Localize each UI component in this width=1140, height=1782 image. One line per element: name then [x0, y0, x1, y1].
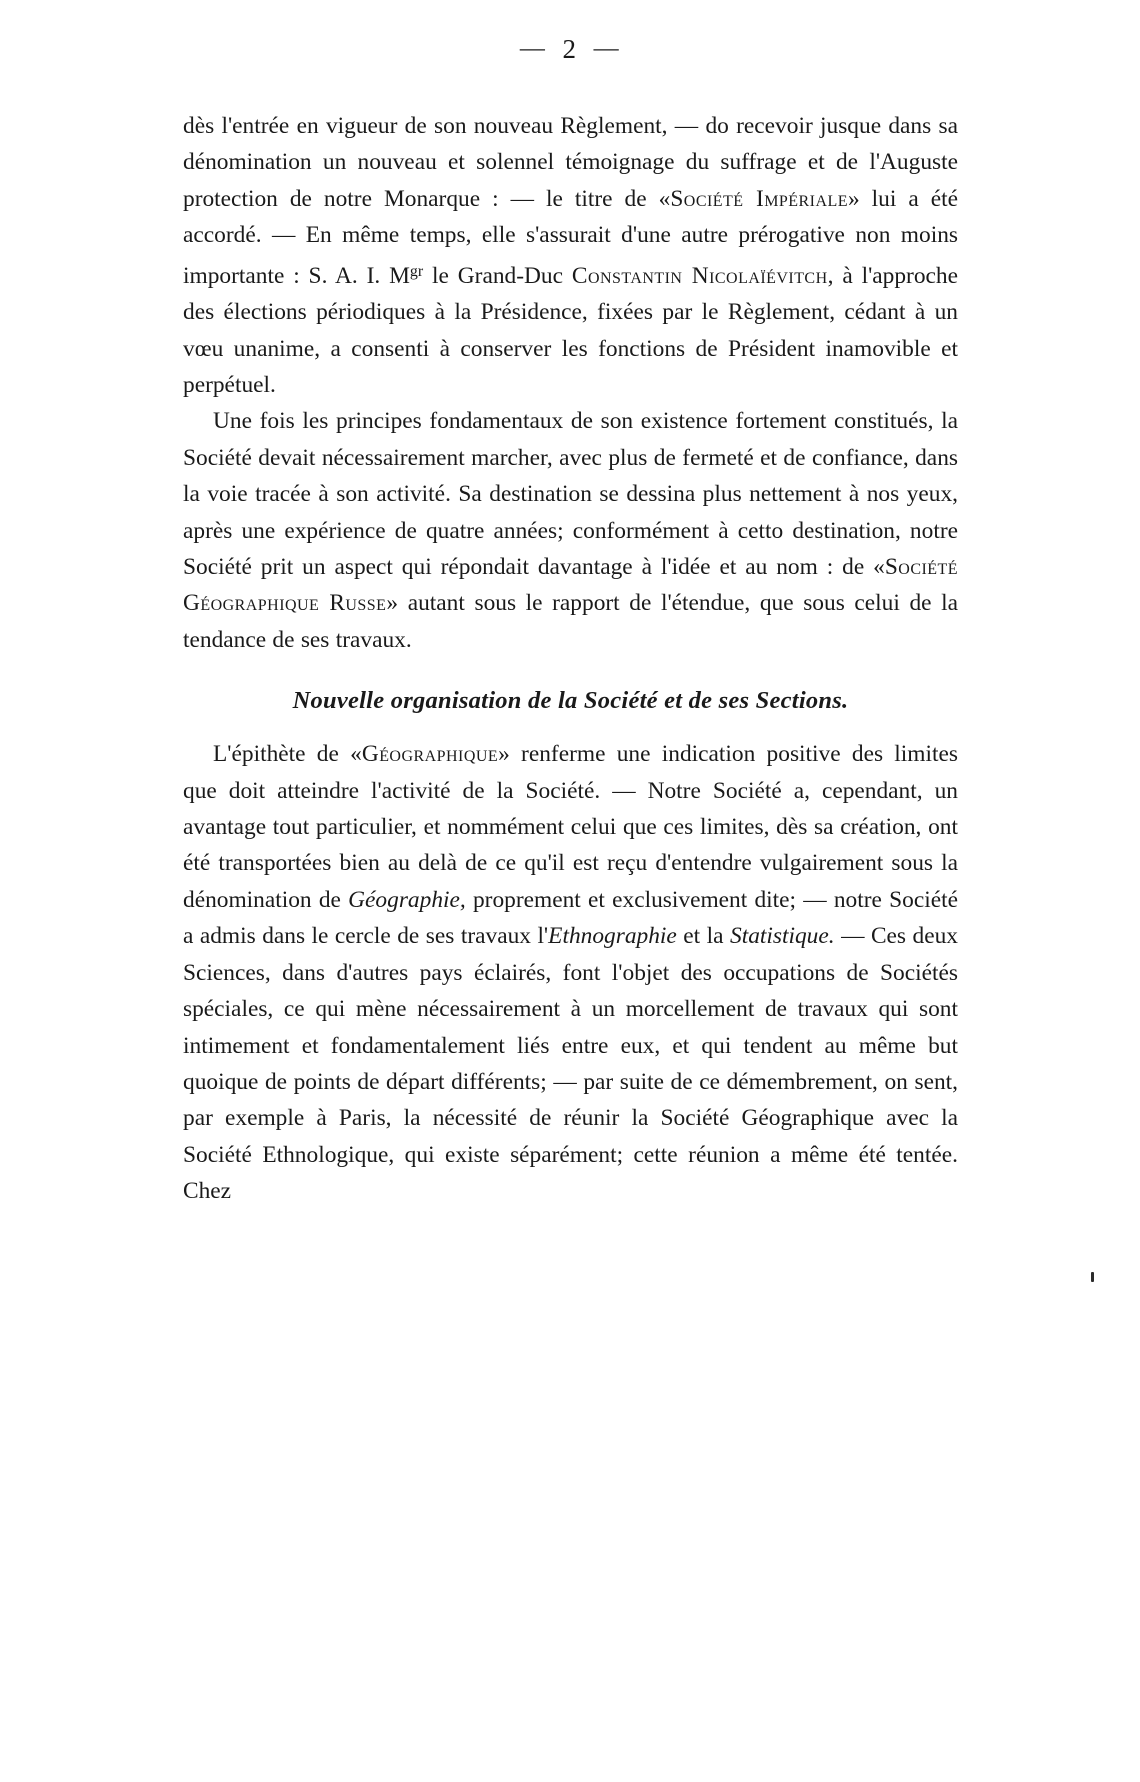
paragraph-3-part-e: — Ces deux Sciences, dans d'autres pays éclairés, font l'objet des occupations de Sociétés spéciales, ce qui mène nécessairement à un morcellement de travaux qui sont intimement et fondamentalement liés entre eux, et qui tendent au même but quoique de points de départ différents; — par suite de ce démembrement, on sent, par exemple à Paris, la nécessité de réunir la Société Géographique avec la Société Ethnologique, qui existe séparément; cette réunion a même été tentée. Chez	[183, 923, 958, 1205]
paragraph-3-part-b: » renferme une indication positive des limites que doit atteindre l'activité de la Société. — Notre Société a, cependant, un avantage tout particulier, et nommément celui que ces limites, dès sa création, ont été transportées bien au delà de ce qu'il est reçu d'entendre vulgairement sous la dénomination de	[183, 741, 958, 913]
term-geographique: Géographique	[361, 741, 499, 768]
paragraph-1-part-b: » lui a été accordé. — En même temps, elle s'assurait d'une autre prérogative non moins importante : S. A. I. M	[183, 185, 959, 289]
name-constantin-nicolaievitch: Constantin Nicolaïévitch	[571, 262, 828, 289]
section-heading: Nouvelle organisation de la Société et de ses Sections.	[292, 687, 849, 715]
paragraph-1-part-c: le Grand-Duc	[423, 262, 572, 289]
paragraph-3-part-c: proprement et exclusivement dite; — notre Société a admis dans le cercle de ses travaux l'	[183, 886, 958, 950]
page-number-dash-left: —	[519, 35, 547, 62]
paragraph-2-part-b: » autant sous le rapport de l'étendue, que sous celui de la tendance de ses travaux.	[183, 590, 958, 653]
title-societe-imperiale: Société Impériale	[670, 185, 848, 212]
paragraph-3-part-a: L'épithète de «	[213, 741, 362, 768]
page-number-dash-right: —	[593, 35, 621, 62]
term-statistique: Statistique.	[730, 923, 835, 950]
term-geographie: Géographie,	[348, 886, 466, 913]
paragraph-1-part-a: dès l'entrée en vigueur de son nouveau Règlement, — do recevoir jusque dans sa dénomination un nouveau et solennel témoignage du suffrage et de l'Auguste protection de notre Monarque : — le titre de «	[183, 113, 958, 212]
paragraph-1-part-d: , à l'approche des élections périodiques à la Présidence, fixées par le Règlement, cédant à un vœu unanime, a consenti à conserver les fonctions de Président inamovible et perpétuel.	[183, 262, 958, 398]
paragraph-2	[183, 403, 958, 658]
paragraph-3-part-d: et la	[676, 923, 730, 950]
term-ethnographie: Ethnographie	[548, 923, 677, 950]
abbreviation-superscript: gr	[409, 262, 424, 280]
paragraph-2-part-a: Une fois les principes fondamentaux de son existence fortement constitués, la Société devait nécessairement marcher, avec plus de fermeté et de confiance, dans la voie tracée à son activité. Sa destination se dessina plus nettement à nos yeux, après une expérience de quatre années; conformément à cetto destination, notre Société prit un aspect qui répondait davantage à l'idée et au nom : de «	[183, 408, 958, 581]
title-societe-geographique-russe: Société Géographique Russe	[183, 554, 958, 617]
page-number	[0, 34, 1140, 65]
body-text-column	[183, 108, 958, 1210]
paragraph-3	[183, 736, 958, 1209]
paragraph-1	[183, 108, 958, 403]
page-number-value: 2	[562, 34, 578, 64]
margin-speck	[1091, 1272, 1094, 1282]
